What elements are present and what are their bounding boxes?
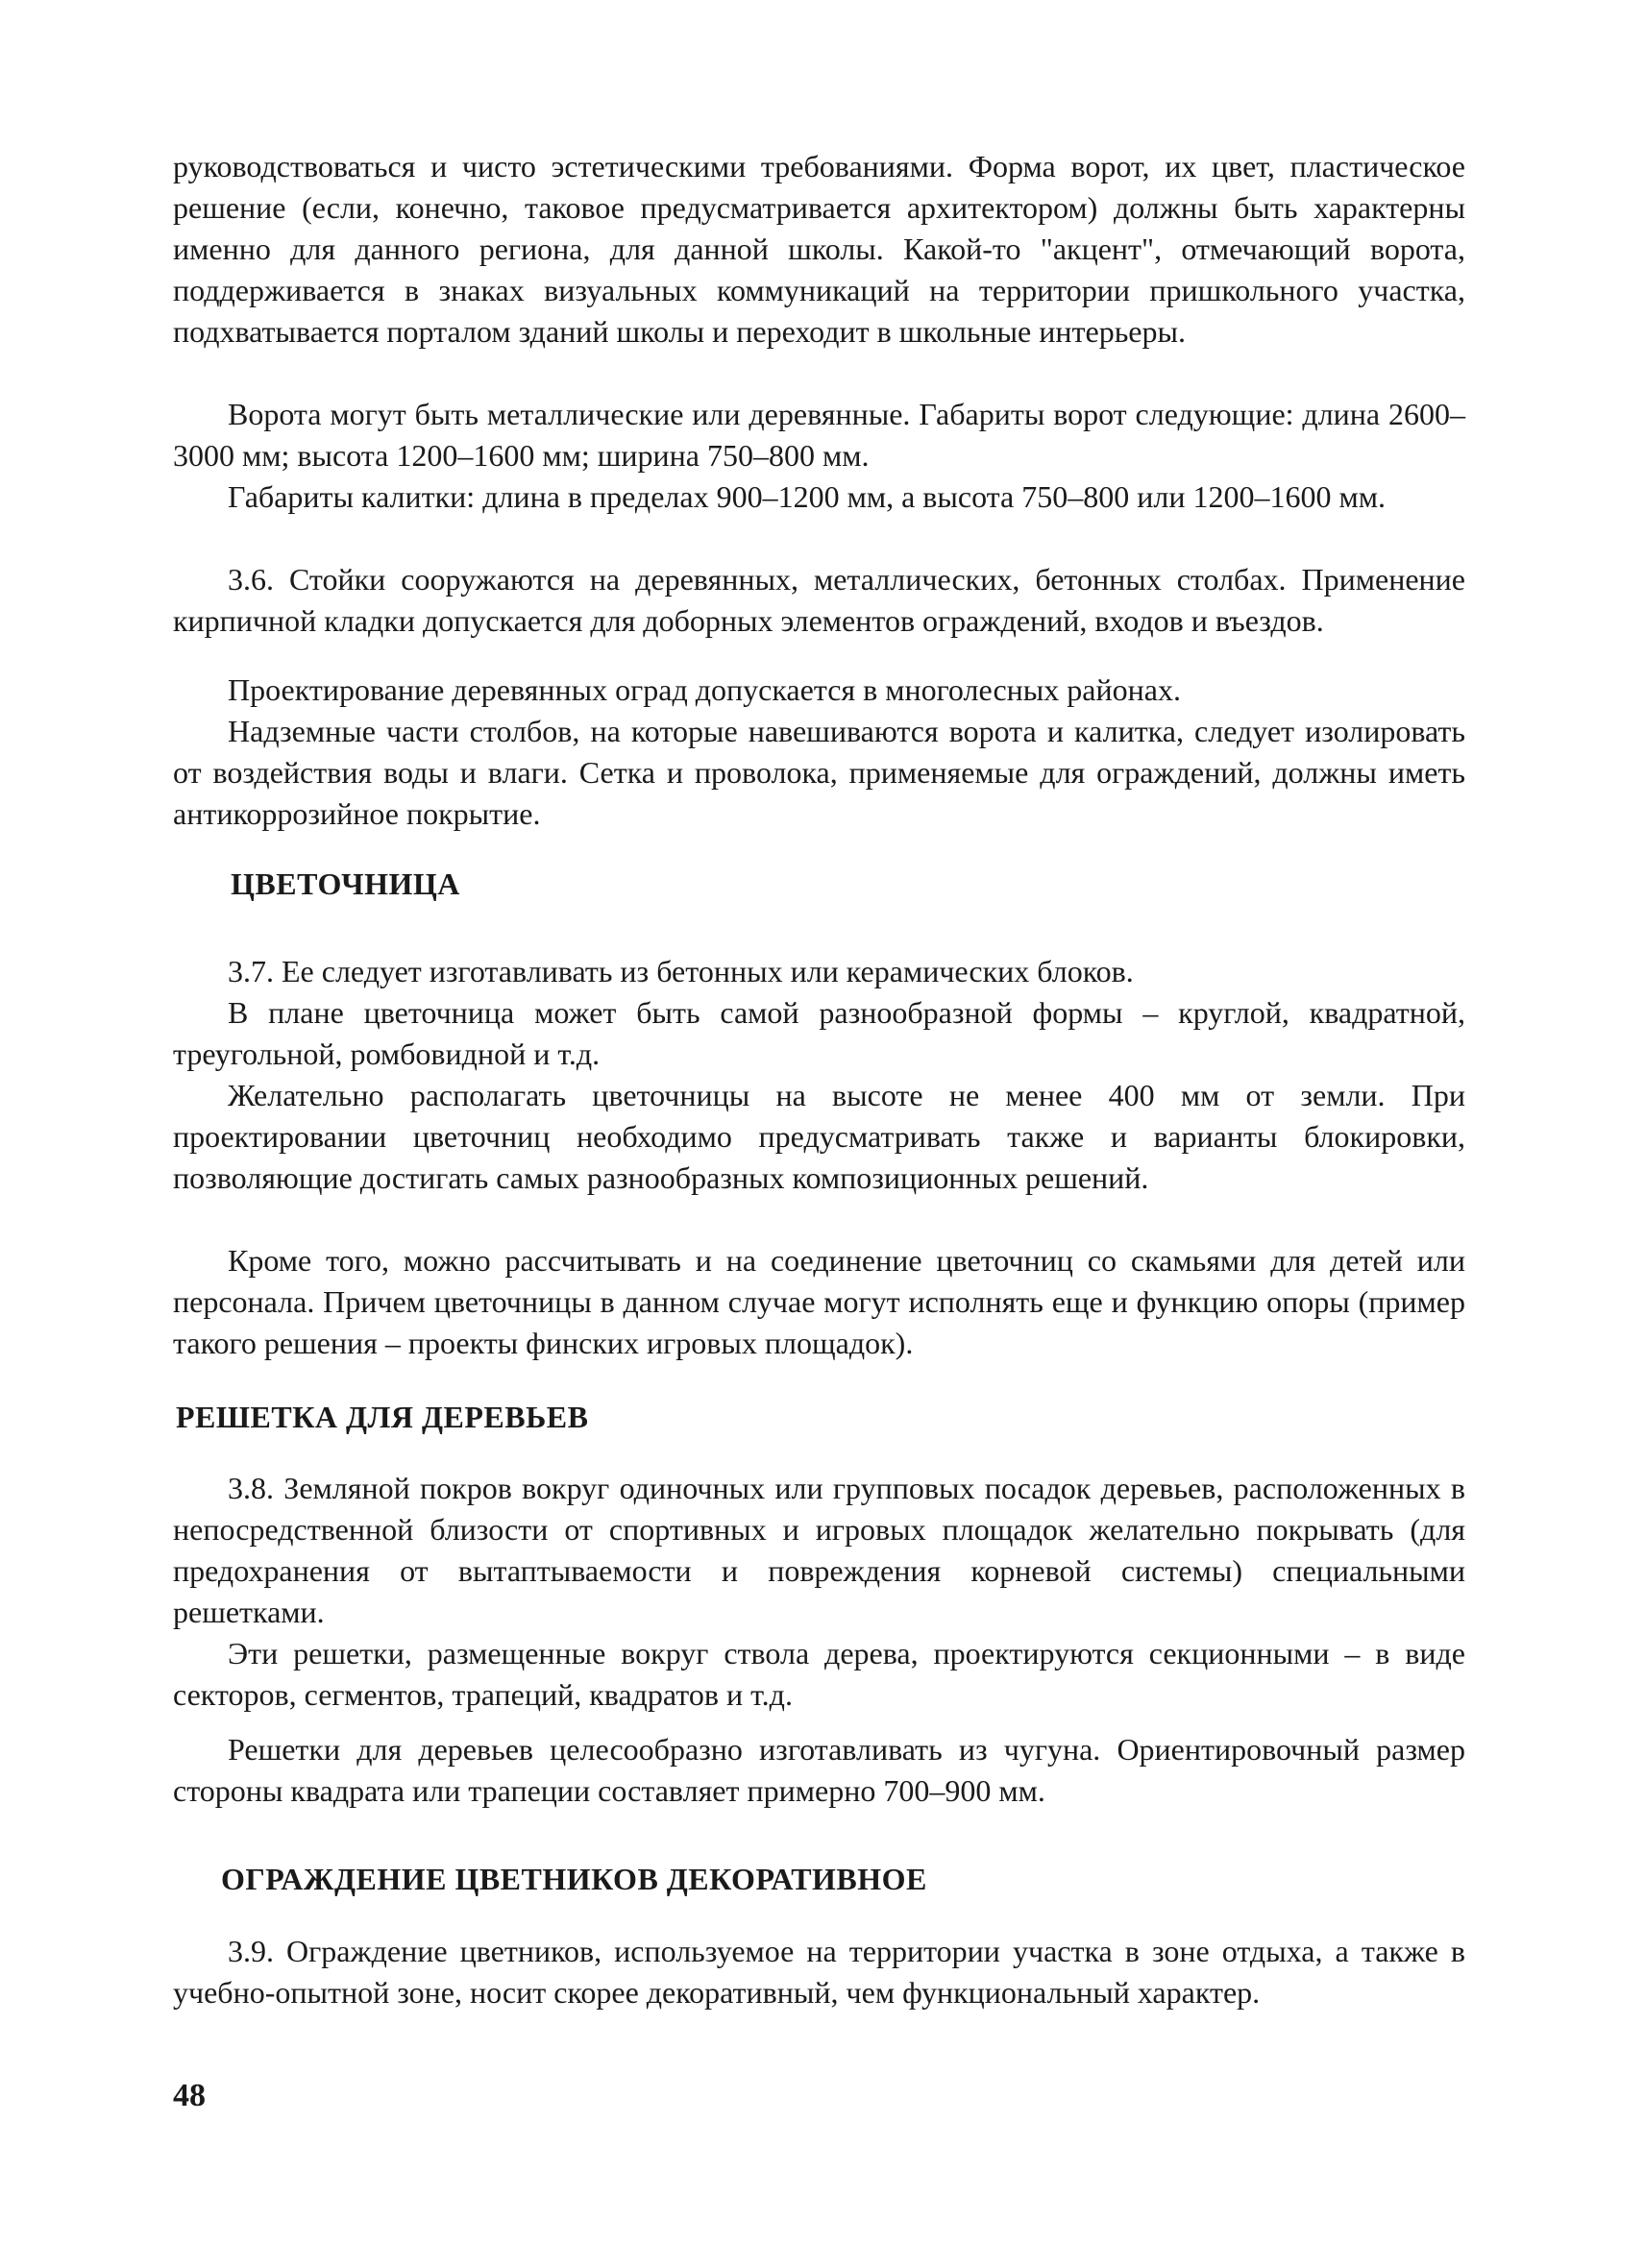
page-number: 48 — [173, 2078, 206, 2113]
paragraph-wicket-dimensions: Габариты калитки: длина в пределах 900–1200 мм, а высота 750–800 или 1200–1600 мм. — [228, 479, 1386, 514]
paragraph-flowerbed-benches: Кроме того, можно рассчитывать и на соединение цветочниц со скамьями для детей или персонала. Причем цветочницы в данном случае могут исполнять еще и функцию опоры (пример такого решения – проекты финских игровых площадок). — [173, 1243, 1465, 1360]
heading-flowerbed-fence: ОГРАЖДЕНИЕ ЦВЕТНИКОВ ДЕКОРАТИВНОЕ — [221, 1862, 927, 1896]
heading-tree-grate: РЕШЕТКА ДЛЯ ДЕРЕВЬЕВ — [176, 1400, 589, 1434]
paragraph-3-7: 3.7. Ее следует изготавливать из бетонных или керамических блоков. — [228, 954, 1134, 988]
paragraph-3-8: 3.8. Земляной покров вокруг одиночных или групповых посадок деревьев, расположенных в непосредственной близости от спортивных и игровых площадок желательно покрывать (для предохранения от вытаптываемости и повреждения корневой системы) специальными решетками. — [173, 1471, 1465, 1629]
heading-flowerbed: ЦВЕТОЧНИЦА — [231, 866, 460, 901]
paragraph-grate-material: Решетки для деревьев целесообразно изготавливать из чугуна. Ориентировочный размер стороны квадрата или трапеции составляет примерно 700–900 мм. — [173, 1732, 1465, 1808]
paragraph-3-6: 3.6. Стойки сооружаются на деревянных, металлических, бетонных столбах. Применение кирпичной кладки допускается для доборных элементов ограждений, входов и въездов. — [173, 562, 1465, 638]
paragraph-grate-sections: Эти решетки, размещенные вокруг ствола дерева, проектируются секционными – в виде секторов, сегментов, трапеций, квадратов и т.д. — [173, 1636, 1465, 1712]
paragraph-gate-dimensions: Ворота могут быть металлические или деревянные. Габариты ворот следующие: длина 2600–3000 мм; высота 1200–1600 мм; ширина 750–800 мм. — [173, 397, 1465, 473]
paragraph-posts-protection: Надземные части столбов, на которые навешиваются ворота и калитка, следует изолировать от воздействия воды и влаги. Сетка и проволока, применяемые для ограждений, должны иметь антикоррозийное покрытие. — [173, 714, 1465, 831]
paragraph-gate-aesthetics: руководствоваться и чисто эстетическими требованиями. Форма ворот, их цвет, пластическое решение (если, конечно, таковое предусматривается архитектором) должны быть характерны именно для данного региона, для данной школы. Какой-то "акцент", отмечающий ворота, поддерживается в знаках визуальных коммуникаций на территории пришкольного участка, подхватывается порталом зданий школы и переходит в школьные интерьеры. — [173, 149, 1465, 349]
paragraph-wooden-fences: Проектирование деревянных оград допускается в многолесных районах. — [228, 672, 1181, 707]
paragraph-flowerbed-height: Желательно располагать цветочницы на высоте не менее 400 мм от земли. При проектировании цветочниц необходимо предусматривать также и варианты блокировки, позволяющие достигать самых разнообразных композиционных решений. — [173, 1078, 1465, 1195]
paragraph-flowerbed-shape: В плане цветочница может быть самой разнообразной формы – круглой, квадратной, треугольной, ромбовидной и т.д. — [173, 995, 1465, 1071]
paragraph-3-9: 3.9. Ограждение цветников, используемое на территории участка в зоне отдыха, а также в учебно-опытной зоне, носит скорее декоративный, чем функциональный характер. — [173, 1934, 1465, 2010]
